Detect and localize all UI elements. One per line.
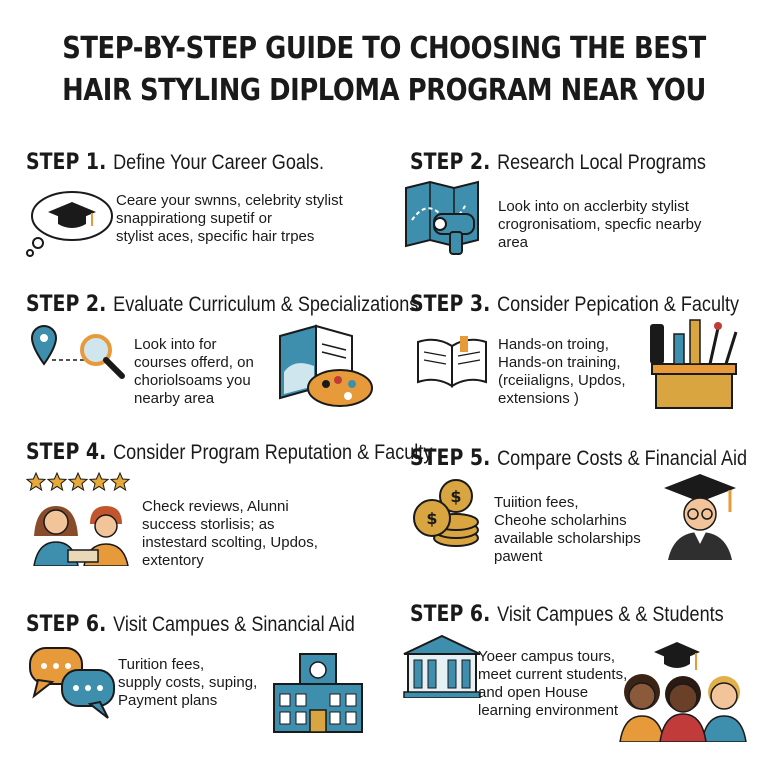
svg-text:$: $: [426, 509, 438, 528]
description-line: Yoeer campus tours,: [478, 648, 616, 665]
student-group-icon: [616, 668, 752, 742]
page-title: [54, 28, 714, 112]
description-line: instestard scolting, Updos,: [142, 534, 318, 551]
chat-bubbles-icon: [28, 646, 118, 720]
step-number: STEP 1.: [26, 150, 107, 175]
step-7-heading: [26, 612, 355, 637]
map-icon: [400, 180, 490, 260]
campus-building-icon: [270, 650, 366, 736]
description-line: area: [498, 234, 529, 251]
description-line: Check reviews, Alunni: [142, 498, 289, 515]
step-number: STEP 4.: [26, 440, 107, 465]
step-6-description: [494, 494, 641, 566]
step-name: Visit Campues & Sinancial Aid: [113, 613, 355, 636]
step-2-description: [498, 198, 701, 252]
magnifier-icon: [82, 336, 122, 376]
description-line: nearby area: [134, 390, 215, 407]
step-number: STEP 3.: [410, 292, 491, 317]
description-line: Look into on acclerbity stylist: [498, 198, 689, 215]
description-line: available scholarships: [494, 530, 641, 547]
step-name: Consider Program Reputation & Faculty: [113, 441, 433, 464]
description-line: courses offerd, on: [134, 354, 254, 371]
brochure-icon: [276, 322, 376, 408]
students-icon: [28, 496, 134, 566]
description-line: extensions ): [498, 390, 579, 407]
description-line: learning environment: [478, 702, 619, 719]
step-5-description: [142, 498, 318, 570]
step-number: STEP 2.: [26, 292, 107, 317]
description-line: supply costs, suping,: [118, 674, 258, 691]
brush-tools-icon: [644, 318, 744, 412]
step-5-heading: [26, 440, 432, 465]
description-line: snappirationg supetif or: [116, 210, 272, 227]
description-line: Cheohe scholarhins: [494, 512, 627, 529]
step-8-heading: [410, 602, 724, 627]
step-name: Research Local Programs: [497, 151, 706, 174]
description-line: Payment plans: [118, 692, 218, 709]
step-number: STEP 2.: [410, 150, 491, 175]
description-line: Tuiition fees,: [494, 494, 579, 511]
step-8-description: [478, 648, 627, 720]
step-number: STEP 6.: [410, 602, 491, 627]
coin-stack-icon: [410, 476, 484, 552]
title-line-2: HAIR STYLING DIPLOMA PROGRAM NEAR YOU: [62, 73, 706, 108]
description-line: choriolsoams you: [134, 372, 251, 389]
step-4-heading: [410, 292, 739, 317]
description-line: Turition fees,: [118, 656, 205, 673]
step-name: Compare Costs & Financial Aid: [497, 447, 748, 470]
step-number: STEP 5.: [410, 446, 491, 471]
step-name: Evaluate Curriculum & Specializations: [113, 293, 419, 316]
hair-dryer-icon: [434, 214, 474, 254]
description-line: (rceiialigns, Updos,: [498, 372, 626, 389]
description-line: Look into for: [134, 336, 217, 353]
location-pin-icon: [30, 322, 130, 382]
description-line: success storlisis; as: [142, 516, 275, 533]
step-name: Consider Pepication & Faculty: [497, 293, 740, 316]
description-line: extentory: [142, 552, 204, 569]
step-1-description: [116, 192, 343, 246]
paint-palette-icon: [308, 370, 372, 406]
open-book-icon: [414, 334, 490, 390]
step-2-heading: [410, 150, 706, 175]
description-line: stylist aces, specific hair trpes: [116, 228, 315, 245]
step-3-heading: [26, 292, 418, 317]
step-name: Define Your Career Goals.: [113, 151, 324, 174]
school-building-icon: [402, 634, 482, 698]
thought-bubble-icon: [22, 188, 118, 258]
description-line: meet current students,: [478, 666, 628, 683]
step-name: Visit Campues & & Students: [497, 603, 724, 626]
graduate-icon: [660, 472, 740, 560]
description-line: Hands-on training,: [498, 354, 621, 371]
step-3-description: [134, 336, 254, 408]
svg-text:$: $: [450, 487, 462, 506]
step-7-description: [118, 656, 257, 710]
title-line-1: STEP-BY-STEP GUIDE TO CHOOSING THE BEST: [62, 31, 706, 66]
description-line: crogronisatiom, specfic nearby: [498, 216, 702, 233]
description-line: Ceare your swnns, celebrity stylist: [116, 192, 343, 209]
step-4-description: [498, 336, 626, 408]
step-number: STEP 6.: [26, 612, 107, 637]
step-1-heading: [26, 150, 324, 175]
description-line: pawent: [494, 548, 543, 565]
description-line: Hands-on troing,: [498, 336, 609, 353]
five-stars-icon: [26, 472, 132, 492]
step-6-heading: [410, 446, 747, 471]
description-line: and open House: [478, 684, 589, 701]
